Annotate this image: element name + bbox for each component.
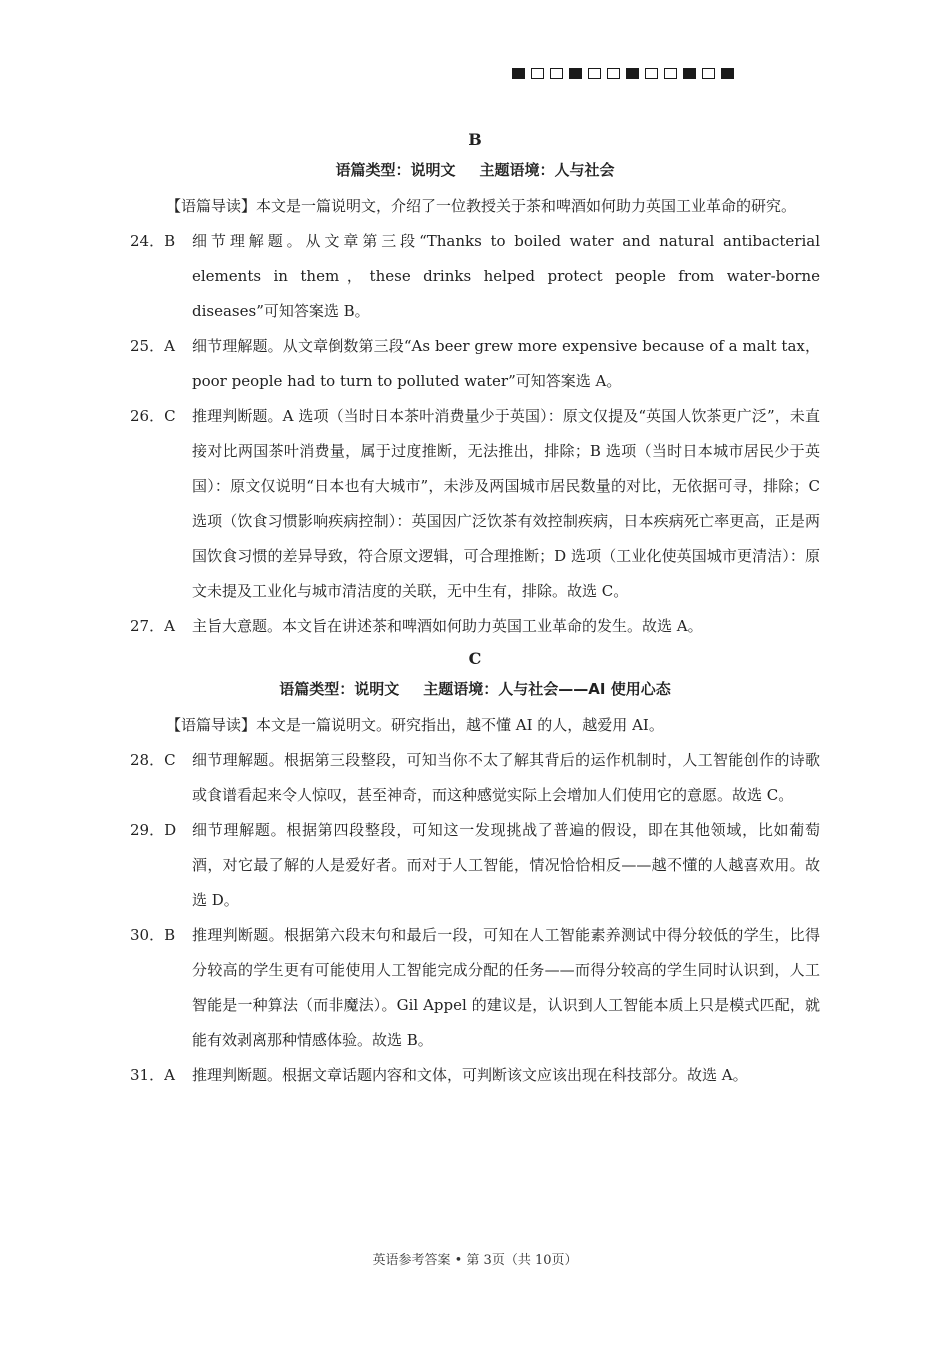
registration-marks xyxy=(512,68,734,79)
section-letter: C xyxy=(468,649,482,668)
reading-guide: 【语篇导读】本文是一篇说明文。研究指出，越不懂 AI 的人，越爱用 AI。 xyxy=(166,716,664,734)
answer-number: 26．C xyxy=(130,407,176,425)
answer-number: 28．C xyxy=(130,751,176,769)
answer-explanation: 细节理解题。根据第四段整段，可知这一发现挑战了普遍的假设，即在其他领域，比如葡萄酒，对它最了解的人是爱好者。而对于人工智能，情况恰恰相反——越不懂的人越喜欢用。故选 D。 xyxy=(192,821,820,909)
answer-item xyxy=(130,918,820,1058)
answer-item xyxy=(130,399,820,609)
registration-mark xyxy=(607,68,620,79)
theme-label: 主题语境：人与社会 xyxy=(479,161,615,179)
section-c xyxy=(130,644,820,1093)
registration-mark xyxy=(645,68,658,79)
answer-page xyxy=(130,125,820,1093)
answer-number: 24．B xyxy=(130,232,176,250)
registration-mark xyxy=(664,68,677,79)
registration-mark xyxy=(702,68,715,79)
reading-guide: 【语篇导读】本文是一篇说明文，介绍了一位教授关于茶和啤酒如何助力英国工业革命的研究。 xyxy=(166,197,797,215)
answer-explanation: 推理判断题。根据文章话题内容和文体，可判断该文应该出现在科技部分。故选 A。 xyxy=(192,1066,748,1084)
page-footer: 英语参考答案 • 第 3页（共 10页） xyxy=(372,1253,578,1268)
section-type xyxy=(130,674,820,704)
registration-mark xyxy=(531,68,544,79)
answer-number: 30．B xyxy=(130,926,176,944)
answer-item xyxy=(130,329,820,399)
answer-item xyxy=(130,609,820,644)
answer-number: 31．A xyxy=(130,1066,175,1084)
registration-mark xyxy=(569,68,582,79)
text-type-label: 语篇类型：说明文 xyxy=(279,680,400,698)
answer-item xyxy=(130,224,820,329)
registration-mark xyxy=(683,68,696,79)
answer-explanation: 细节理解题。根据第三段整段，可知当你不太了解其背后的运作机制时，人工智能创作的诗歌或食谱看起来令人惊叹，甚至神奇，而这种感觉实际上会增加人们使用它的意愿。故选 C。 xyxy=(192,751,820,804)
answer-explanation: 推理判断题。A 选项（当时日本茶叶消费量少于英国）：原文仅提及“英国人饮茶更广泛”，未直接对比两国茶叶消费量，属于过度推断，无法推出，排除；B 选项（当时日本城市居民少于英国）：原文仅说明“日本也有大城市”，未涉及两国城市居民数量的对比，无依据可寻，排除；C 选项（饮食习惯影响疾病控制）：英国因广泛饮茶有效控制疾病，日本疾病死亡率更高，正是两国饮食习惯的差异导致，符合原文逻辑，可合理推断；D 选项（工业化使英国城市更清洁）：原文未提及工业化与城市清洁度的关联，无中生有，排除。故选 C。 xyxy=(192,407,820,600)
theme-label: 主题语境：人与社会——AI 使用心态 xyxy=(423,680,671,698)
text-type-label: 语篇类型：说明文 xyxy=(335,161,456,179)
answer-item xyxy=(130,743,820,813)
registration-mark xyxy=(550,68,563,79)
answer-number: 25．A xyxy=(130,337,175,355)
section-b xyxy=(130,125,820,644)
answer-explanation: 推理判断题。根据第六段末句和最后一段，可知在人工智能素养测试中得分较低的学生，比得分较高的学生更有可能使用人工智能完成分配的任务——而得分较高的学生同时认识到，人工智能是一种算法（而非魔法）。Gil Appel 的建议是，认识到人工智能本质上只是模式匹配，就能有效剥离那种情感体验。故选 B。 xyxy=(192,926,820,1049)
registration-mark xyxy=(588,68,601,79)
answer-number: 29．D xyxy=(130,821,177,839)
answer-explanation: 主旨大意题。本文旨在讲述茶和啤酒如何助力英国工业革命的发生。故选 A。 xyxy=(192,617,703,635)
section-letter: B xyxy=(468,130,482,149)
registration-mark xyxy=(626,68,639,79)
answer-item xyxy=(130,813,820,918)
answer-number: 27．A xyxy=(130,617,175,635)
registration-mark xyxy=(721,68,734,79)
section-type xyxy=(130,155,820,185)
registration-mark xyxy=(512,68,525,79)
answer-item xyxy=(130,1058,820,1093)
answer-explanation: 细节理解题。从文章第三段“Thanks to boiled water and natural antibacterial elements in them，these drinks helped protect people from water-borne diseases”可知答案选 B。 xyxy=(192,232,820,320)
answer-explanation: 细节理解题。从文章倒数第三段“As beer grew more expensive because of a malt tax，poor people had to turn to polluted water”可知答案选 A。 xyxy=(192,337,820,390)
